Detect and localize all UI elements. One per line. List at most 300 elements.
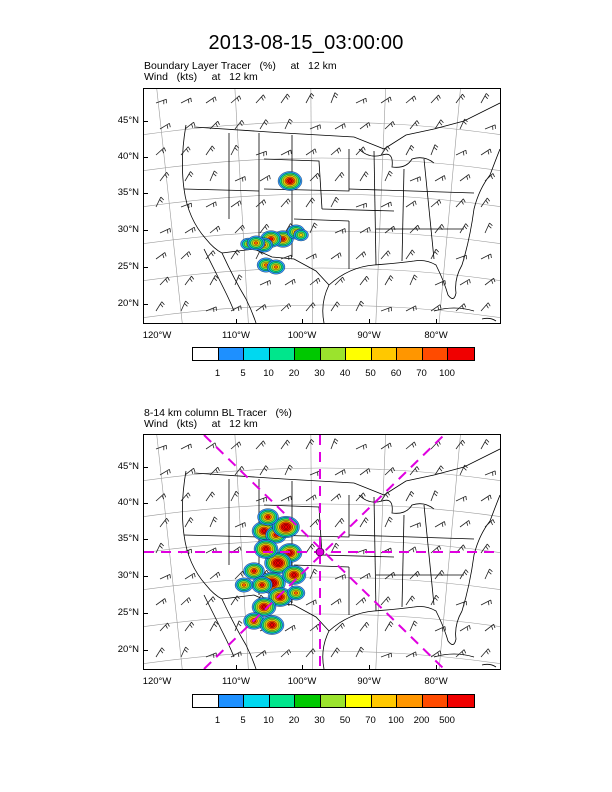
wind-barb [381,492,390,501]
panel2-map-canvas [144,435,500,669]
colorbar-box [270,348,296,360]
wind-barb [256,497,266,502]
wind-barb [181,493,190,501]
wind-barb [281,650,291,658]
colorbar-box [193,348,219,360]
wind-barb [160,123,170,129]
wind-barb [260,466,268,475]
lon-label: 80°W [424,676,448,687]
wind-barb [385,276,393,286]
lon-label: 90°W [357,676,381,687]
wind-barb [410,467,419,476]
lat-label: 35°N [117,187,139,198]
colorbar-label: 20 [288,368,300,379]
wind-barb [231,145,239,155]
panel1-map-canvas [144,89,500,323]
wind-barb [206,146,215,155]
wind-barb [310,223,317,233]
wind-barb [181,301,189,311]
wind-barb [406,96,416,103]
wind-barb [210,572,220,579]
wind-barb [331,93,338,103]
wind-barb [381,653,391,658]
wind-barb [385,517,392,527]
lat-tick [144,304,148,305]
tracer-contour [270,624,273,627]
wind-barb [335,124,345,130]
wind-barb [181,444,191,449]
wind-barb [306,600,316,605]
wind-barb [331,599,341,605]
wind-barb [360,468,370,475]
wind-barb [256,95,265,103]
lon-tick [369,665,370,669]
wind-barb [156,302,164,311]
colorbar-label: 40 [339,368,351,379]
wind-barb [285,119,292,129]
panel2-colorbar-labels [192,715,455,727]
colorbar-box [270,695,296,707]
colorbar-label: 30 [314,368,325,379]
tracer-contours [241,171,309,274]
lon-label: 80°W [424,330,448,341]
wind-barb [160,172,169,181]
wind-barb [356,203,366,208]
wind-barb [331,197,339,207]
wind-barb [181,647,189,657]
wind-barb [285,465,292,475]
wind-barb [181,203,191,208]
colorbar-label: 500 [439,715,455,726]
lon-label: 120°W [142,676,172,687]
wind-barb [260,175,270,181]
wind-barb [285,279,295,285]
panel2-colorbar [192,694,475,708]
colorbar-label: 1 [214,715,221,726]
wind-barb [460,520,470,527]
lon-tick [302,319,303,323]
colorbar-label: 10 [263,368,274,379]
wind-barb [381,251,390,259]
lat-tick [144,267,148,268]
wind-barb [181,147,190,155]
lat-label: 45°N [117,115,139,126]
colorbar-box [372,348,398,360]
wind-barb [431,491,438,501]
colorbar-box [448,695,474,707]
wind-barb [285,625,295,631]
wind-barb [160,469,170,475]
wind-barb [210,275,218,285]
wind-barb [281,199,290,207]
wind-barb [281,496,291,501]
tracer-contour [284,526,287,529]
wind-barb [210,121,220,129]
wind-barb [256,651,266,658]
colorbar-box [372,695,398,707]
colorbar-box [219,348,245,360]
wind-barb [306,93,314,103]
lon-tick [436,665,437,669]
wind-barb [456,496,466,501]
colorbar-label: 70 [365,715,376,726]
wind-barb [256,305,266,312]
wind-barb [410,523,420,528]
wind-barb [281,255,291,260]
lon-tick [236,665,237,669]
wind-barb [485,125,495,130]
wind-barb [456,440,465,449]
colorbar-label: 30 [314,715,325,726]
wind-barb [156,445,166,450]
colorbar-box [397,348,423,360]
wind-barb [385,467,395,475]
wind-barb [156,648,164,657]
colorbar-label: 50 [339,715,351,726]
lon-label: 90°W [357,330,381,341]
wind-barb [185,622,194,631]
lat-tick [144,613,148,614]
wind-barb [410,275,417,285]
lat-label: 20°N [117,644,139,655]
wind-barb [331,494,341,501]
lat-tick [144,193,148,194]
wind-barb [385,226,395,233]
wind-barb [156,599,166,606]
wind-barb [385,622,393,632]
wind-barb [431,145,438,155]
wind-barb [210,517,217,527]
panel2-subtitle-line1: 8-14 km column BL Tracer (%) [144,407,292,419]
wind-barb [306,544,315,553]
colorbar-box [321,695,347,707]
tracer-contours [235,509,306,635]
colorbar-box [423,348,449,360]
lon-tick [302,665,303,669]
wind-barb [206,492,215,501]
wind-barb [185,172,193,182]
wind-barb [410,121,419,130]
wind-barb [310,624,320,631]
wind-barb [331,439,338,449]
wind-barb [406,442,416,449]
colorbar-label: 20 [288,715,300,726]
wind-barb [381,597,390,605]
wind-barb [185,122,195,129]
lon-tick [236,319,237,323]
wind-barb [156,197,164,207]
wind-barb [231,491,239,501]
wind-barb [235,621,242,631]
colorbar-label: 5 [240,368,246,379]
wind-barb [281,150,291,155]
wind-barb [406,491,414,501]
wind-barb [306,254,316,259]
tracer-contour [299,234,303,237]
cross-section-center [316,548,324,556]
tracer-contour [292,574,295,577]
lat-label: 20°N [117,298,139,309]
lat-label: 25°N [117,261,139,272]
tracer-contour [242,584,246,587]
wind-barb [281,440,290,449]
panel1-map [143,88,501,324]
wind-barb [481,303,490,311]
wind-barb [260,280,270,285]
lon-label: 110°W [222,330,250,341]
map-boundaries [182,449,500,669]
wind-barb [156,99,166,104]
wind-barb [206,597,215,605]
wind-barb [210,621,218,631]
colorbar-box [448,348,474,360]
colorbar-label: 1 [214,368,221,379]
wind-barb [210,226,220,233]
wind-barb [481,600,491,605]
wind-barb [481,93,489,103]
wind-barb [381,443,391,449]
wind-barb [385,171,392,181]
wind-barb [360,518,368,527]
lat-label: 40°N [117,497,139,508]
wind-barb [485,471,495,476]
wind-barb [406,250,415,259]
wind-barb [281,94,290,103]
wind-barb [335,623,345,631]
wind-barb [431,595,439,605]
wind-barb [206,443,216,449]
wind-barb [185,468,195,475]
wind-barb [331,302,340,311]
lon-label: 120°W [142,330,172,341]
wind-barb [481,149,491,155]
tracer-contour [276,562,279,565]
lat-label: 30°N [117,570,139,581]
wind-barb [281,304,291,312]
wind-barb [331,253,341,259]
wind-barb [181,598,191,606]
wind-barb [460,279,470,285]
wind-barb [235,275,242,285]
wind-barb [456,304,466,311]
panel1-colorbar [192,347,475,361]
colorbar-label: 200 [413,715,430,726]
wind-barb [231,201,241,207]
wind-barb [456,150,466,155]
wind-barb [456,199,465,207]
lon-label: 100°W [287,330,317,341]
wind-barb [410,621,417,631]
panel1-subtitle-line2: Wind (kts) at 12 km [144,71,258,83]
colorbar-box [321,348,347,360]
wind-barb [435,522,445,528]
colorbar-label: 70 [416,368,427,379]
panel2-map [143,434,501,670]
wind-barb [185,518,193,528]
wind-barb [181,252,191,260]
lon-tick [369,319,370,323]
wind-barb [335,470,345,476]
wind-barb [356,98,366,103]
colorbar-box [346,695,372,707]
colorbar-box [193,695,219,707]
wind-barbs [156,439,495,658]
wind-barb [381,97,391,103]
lon-label: 100°W [287,676,317,687]
wind-barb [206,97,216,103]
tracer-contour [281,238,285,241]
wind-barb [406,596,415,605]
wind-barb [360,276,369,285]
colorbar-label: 100 [439,368,455,379]
lat-label: 25°N [117,607,139,618]
wind-barb [306,198,315,207]
wind-barb [156,148,166,155]
lat-tick [144,467,148,468]
wind-barb [260,120,268,129]
tracer-contour [266,516,270,519]
wind-barb [306,649,315,657]
wind-barb [360,622,369,631]
wind-barb [206,251,215,259]
map-boundaries [182,103,500,323]
wind-barb [381,307,391,312]
tracer-contour [274,266,278,269]
panel1-colorbar-labels [192,368,455,380]
wind-barb [331,648,340,657]
wind-barb [481,254,491,259]
wind-barb [335,172,344,181]
tracer-contour [264,548,267,551]
tracer-contour [288,180,291,183]
wind-barb [206,202,216,207]
wind-barb [485,223,492,233]
wind-barb [381,202,391,207]
tracer-contour [254,242,258,245]
wind-barb [331,148,341,155]
wind-barb [360,122,370,129]
panel1-subtitle-line1: Boundary Layer Tracer (%) at 12 km [144,60,337,72]
wind-barb [481,495,491,501]
panel2-subtitle-line2: Wind (kts) at 12 km [144,418,258,430]
wind-barb [460,174,470,181]
tracer-contour [252,570,256,573]
wind-barb [410,177,420,182]
lat-label: 40°N [117,151,139,162]
wind-barb [360,172,368,181]
wind-barb [456,650,466,657]
wind-barb [310,278,320,285]
wind-barb [335,518,344,527]
lat-tick [144,503,148,504]
wind-barb [481,198,490,207]
wind-barb [481,649,490,657]
wind-barb [460,224,468,233]
colorbar-label: 10 [263,715,274,726]
colorbar-box [295,695,321,707]
wind-barb [310,125,320,130]
wind-barb [160,228,170,233]
wind-barb [256,151,266,156]
lon-tick [436,319,437,323]
wind-barb [160,574,170,579]
wind-barb [456,94,465,103]
wind-barb [185,573,195,579]
wind-barb [481,439,489,449]
lat-label: 45°N [117,461,139,472]
lat-tick [144,121,148,122]
wind-barb [460,625,470,631]
colorbar-box [423,695,449,707]
wind-barb [485,569,492,579]
colorbar-label: 100 [388,715,404,726]
colorbar-box [346,348,372,360]
wind-barb [460,119,468,129]
lat-tick [144,539,148,540]
colorbar-box [244,695,270,707]
lat-tick [144,157,148,158]
plot-title: 2013-08-15_03:00:00 [208,32,404,54]
wind-barb [456,255,466,260]
lat-label: 35°N [117,533,139,544]
lat-label: 30°N [117,224,139,235]
wind-barb [256,200,266,207]
colorbar-box [397,695,423,707]
lat-tick [144,230,148,231]
colorbar-box [244,348,270,360]
wind-barb [310,471,320,476]
wind-barb [310,569,317,579]
colorbar-box [295,348,321,360]
colorbar-label: 50 [365,368,376,379]
wind-barb [160,518,169,527]
wind-barb [356,252,366,259]
wind-barb [185,227,195,233]
wind-barb [381,146,390,155]
wind-barb [460,465,468,475]
lon-label: 110°W [222,676,250,687]
wind-barb [156,494,166,501]
wind-barb [431,249,439,259]
colorbar-label: 5 [240,715,246,726]
wind-barb [431,95,440,103]
wind-barb [210,171,217,181]
wind-barb [185,276,194,285]
wind-barb [460,570,468,579]
lat-tick [144,650,148,651]
wind-barb [181,98,191,103]
tracer-contour [260,584,264,587]
wind-barb [356,598,366,605]
wind-barb [306,303,315,311]
wind-barb [210,467,220,475]
colorbar-box [219,695,245,707]
tracer-contour [262,530,265,533]
wind-barb [406,201,416,207]
wind-barb [356,647,364,657]
wind-barb [156,253,166,260]
lat-tick [144,576,148,577]
wind-barb [431,200,441,207]
wind-barb [335,277,345,285]
wind-barb [356,301,364,311]
wind-barb [356,444,366,449]
wind-barb [435,176,445,182]
colorbar-label: 60 [390,368,402,379]
wind-barb [456,601,466,606]
wind-barbs [156,93,495,312]
wind-barb [306,439,314,449]
